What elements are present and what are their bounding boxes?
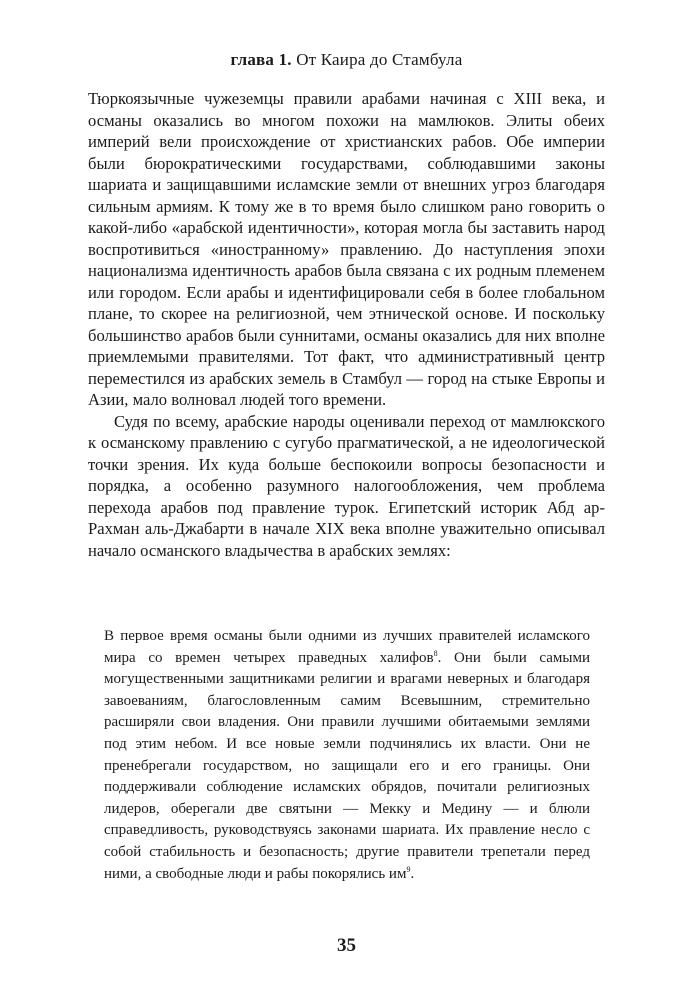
chapter-title: От Каира до Стамбула — [296, 50, 463, 69]
quote-part-2: . Они были самыми могущественными защитниками религии и врагами неверных и благодаря завоеваниям, благословленным самим Всевышним, стремительно расширяли свои владения. Они правили лучшими обитаемыми землями под этим небом. И все новые земли подчинялись их власти. Они не пренебрегали государством, но защищали его и его границы. Они поддерживали соблюдение исламских обрядов, почитали религиозных лидеров, оберегали две святыни — Мекку и Медину — и блюли справедливость, руководствуясь законами шариата. Их правление несло с собой стабильность и безопасность; другие правители трепетали перед ними, а свободные люди и рабы покорялись им — [104, 649, 590, 882]
block-quote — [104, 626, 590, 885]
chapter-label: глава 1. — [230, 50, 292, 69]
footnote-ref-8: 8 — [433, 648, 438, 658]
main-text — [88, 88, 605, 561]
paragraph-2: Судя по всему, арабские народы оценивали переход от мамлюкского к османскому правлению с сугубо прагматической, а не идеологической точки зрения. Их куда больше беспокоили вопросы безопасности и порядка, а особенно разумного налогообложения, чем проблема перехода арабов под правление турок. Египетский историк Абд ар-Рахман аль-Джабарти в начале XIX века вполне уважительно описывал начало османского владычества в арабских землях: — [88, 411, 605, 560]
running-head — [88, 50, 605, 70]
quote-part-3: . — [410, 865, 415, 882]
footnote-ref-9: 9 — [406, 864, 411, 874]
paragraph-1: Тюркоязычные чужеземцы правили арабами начиная с XIII века, и османы оказались во многом похожи на мамлюков. Элиты обеих империй вели происхождение от христианских рабов. Обе империи были бюрократическими государствами, соблюдавшими законы шариата и защищавшими исламские земли от внешних угроз благодаря сильным армиям. К тому же в то время было слишком рано говорить о какой-либо «арабской идентичности», которая могла бы заставить народ воспротивиться «иностранному» правлению. До наступления эпохи национализма идентичность арабов была связана с их родным племенем или городом. Если арабы и идентифицировали себя в более глобальном плане, то скорее на религиозной, чем этнической основе. И поскольку большинство арабов были суннитами, османы оказались для них вполне приемлемыми правителями. Тот факт, что административный центр переместился из арабских земель в Стамбул — город на стыке Европы и Азии, мало волновал людей того времени. — [88, 89, 605, 409]
page-number: 35 — [337, 935, 356, 956]
quote-paragraph — [104, 626, 590, 885]
quote-part-1: В первое время османы были одними из лучших правителей исламского мира со времен четырех праведных халифов — [104, 628, 590, 666]
